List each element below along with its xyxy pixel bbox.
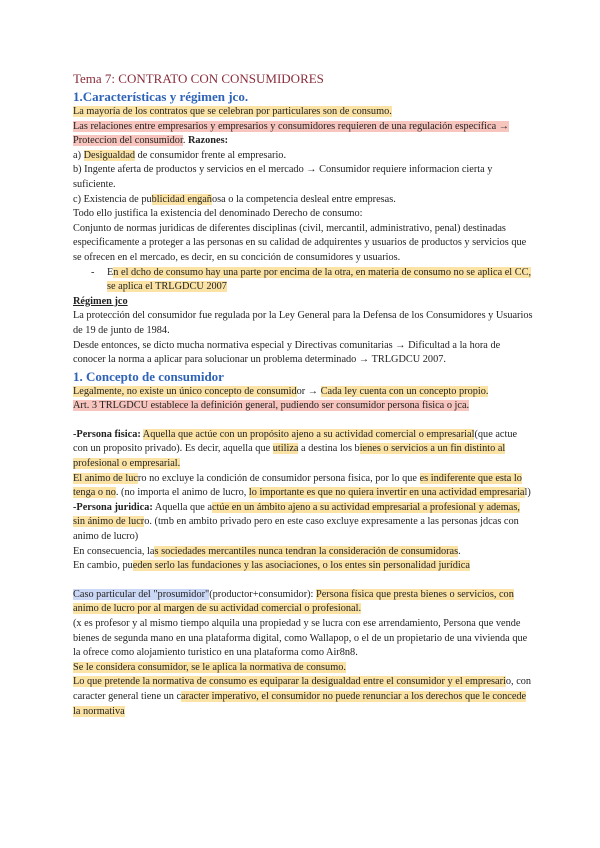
paragraph-persona-fisica (73, 428, 533, 472)
spacer (73, 414, 533, 428)
highlight-fundaciones: eden serlo las fundaciones y las asociaciones, o los entes sin personalidad jurídica (132, 560, 470, 572)
paragraph-lo-que-pretende (73, 675, 533, 719)
highlight-equiparar: Lo que pretende la normativa de consumo es equiparar la desigualdad entre el consumidor y el empresari (73, 676, 506, 688)
reason-c-prefix: c) Existencia de pu (73, 193, 152, 205)
lo-text-a: o, con caracter general tiene un c (73, 676, 532, 702)
paragraph-todo: Todo ello justifica la existencia del denominado Derecho de consumo: (73, 208, 363, 220)
section-heading-concepto: 1. Concepto de consumidor (73, 368, 224, 384)
razones-colon: : (224, 135, 229, 147)
text-period: . (182, 135, 186, 147)
highlight-importante: lo importante es que no quiera invertir en una actividad empresaria (248, 487, 525, 499)
highlight-pj-def: ctúe en un ámbito ajeno a su actividad empresarial a profesional y ademas, sin ánimo de lucr (73, 501, 520, 528)
reason-a-tail: de consumidor frente al empresario. (135, 149, 287, 161)
reason-b: b) Ingente aferta de productos y servicios en el mercado → Consumidor requiere informacion cierta y suficiente. (73, 164, 493, 190)
highlight-persona-fisica-presta: Persona física que presta bienes o servicios, con animo de lucro por al margen de su actividad comercial o profesional. (73, 588, 514, 615)
camb-text-a: En cambio, pu (73, 560, 133, 572)
pf-text-b: a destina los b (298, 443, 360, 455)
paragraph-consecuencia (73, 545, 533, 560)
highlight-mayoria: La mayoría de los contratos que se celebran por particulares son de consumo. (73, 106, 392, 117)
highlight-utiliza: utiliza (272, 443, 299, 455)
highlight-animo: El animo de luc (73, 472, 138, 484)
pj-text-b: o. (tmb en ambito privado pero en este caso excluye expresamente a las personas jdcas con animo de lucro) (73, 516, 519, 543)
highlight-indiferente: es indiferente que esta lo tenga o no (73, 472, 522, 499)
reason-c (73, 193, 533, 208)
highlight-cada-ley: Cada ley cuenta con un concepto propio. (320, 385, 489, 397)
cons-text-a: En consecuencia, la (73, 545, 155, 557)
cons-text-b: . (458, 545, 461, 557)
section-heading-caracteristicas: 1.Características y régimen jco. (73, 89, 249, 104)
highlight-dcho-consumo: n el dcho de consumo hay una parte por encima de la otra, en materia de consumo no se aplica el CC, se aplica el TRLGDCU 2007 (107, 266, 532, 293)
paragraph-ejemplo: (x es profesor y al mismo tiempo alquila una propiedad y se lucra con ese arrendamiento, Persona que vende bienes de segunda mano en una plataforma digital, como Wallapop, o el de un propietario de una vivienda que la ofrece como alojamiento turistico en una plataforma como Air8n8. (73, 618, 528, 659)
pf-text-a: (que actue con un proposito privado). Es decir, aquella que (73, 428, 518, 455)
highlight-imperativo: aracter imperativo, el consumidor no puede renunciar a los derechos que le concede la normativa (73, 690, 527, 717)
paragraph-art3 (73, 399, 533, 414)
paragraph-desde: Desde entonces, se dicto mucha normativa especial y Directivas comunitarias → Dificultad a la hora de conocer la norma a aplicar para solucionar un problema determinado → TRLGDCU 2007. (73, 339, 501, 366)
bullet-prefix: E (107, 266, 114, 278)
highlight-publicidad: blicidad engañ (151, 193, 212, 205)
paragraph-proteccion: La protección del consumidor fue regulada por la Ley General para la Defensa de los Consumidores y Usuarios de 19 de junto de 1984. (73, 310, 533, 336)
paragraph-conjunto: Conjunto de normas juridicas de diferentes disciplinas (civil, mercantil, administrativo, penal) destinadas especificamente a proteger a las personas en su calidad de adquirentes y usuarios de productos y servicios que se ofrecen en el mercado, es decir, en su concición de consumidores y usuarios. (73, 222, 527, 263)
caso-text-a: (productor+consumidor): (209, 588, 316, 600)
paragraph-legalmente (73, 385, 533, 400)
highlight-sociedades: s sociedades mercantiles nunca tendran la consideración de consumidoras (154, 545, 459, 557)
highlight-bienes: ienes o servicios a un fin distinto al profesional o empresarial. (73, 443, 506, 470)
highlight-legalmente: Legalmente, no existe un único concepto de consumid (73, 385, 297, 397)
paragraph-animo (73, 472, 533, 501)
highlight-se-considera: Se le considera consumidor, se le aplica la normativa de consumo. (73, 661, 346, 673)
bullet-item (73, 266, 533, 295)
bullet-dash: - (91, 266, 95, 278)
label-persona-fisica: -Persona fisica: (73, 428, 141, 440)
highlight-prosumidor: Caso particular del "prosumidor" (73, 588, 210, 600)
paragraph-relaciones (73, 120, 533, 149)
label-persona-juridica: -Persona juridica: (73, 501, 153, 513)
highlight-desigualdad: Desigualdad (83, 149, 136, 161)
animo-text-c: l) (524, 487, 531, 499)
bullet-text (107, 266, 533, 295)
text-or: or → (296, 385, 321, 397)
animo-text-b: . (no importa el animo de lucro, (115, 487, 249, 499)
paragraph-prosumidor (73, 588, 533, 617)
paragraph-cambio (73, 559, 533, 574)
reason-a (73, 149, 533, 164)
spacer (73, 574, 533, 588)
page-title: Tema 7: CONTRATO CON CONSUMIDORES (73, 71, 324, 86)
highlight-art3: Art. 3 TRLGDCU establece la definición general, pudiendo ser consumidor persona fisica o jca. (73, 400, 470, 412)
paragraph-se-considera (73, 661, 533, 676)
animo-text-a: ro no excluye la condición de consumidor persona fisica, por lo que (137, 472, 420, 484)
document-page (73, 70, 533, 719)
paragraph-persona-juridica (73, 501, 533, 545)
highlight-pf-def: Aquella que actúe con un propósito ajeno a su actividad comercial o empresarial (142, 428, 475, 440)
reason-a-prefix: a) (73, 149, 84, 161)
subheading-regimen: Régimen jco (73, 295, 128, 307)
reason-c-tail: osa o la competencia desleal entre empresas. (211, 193, 396, 205)
highlight-relaciones: Las relaciones entre empresarios y empresarios y consumidores requieren de una regulación específica → Proteccion del consumidor (73, 120, 510, 147)
razones-label: Razones (187, 135, 225, 147)
paragraph-mayoria (73, 105, 533, 120)
pj-text-a: Aquella que a (152, 501, 212, 513)
